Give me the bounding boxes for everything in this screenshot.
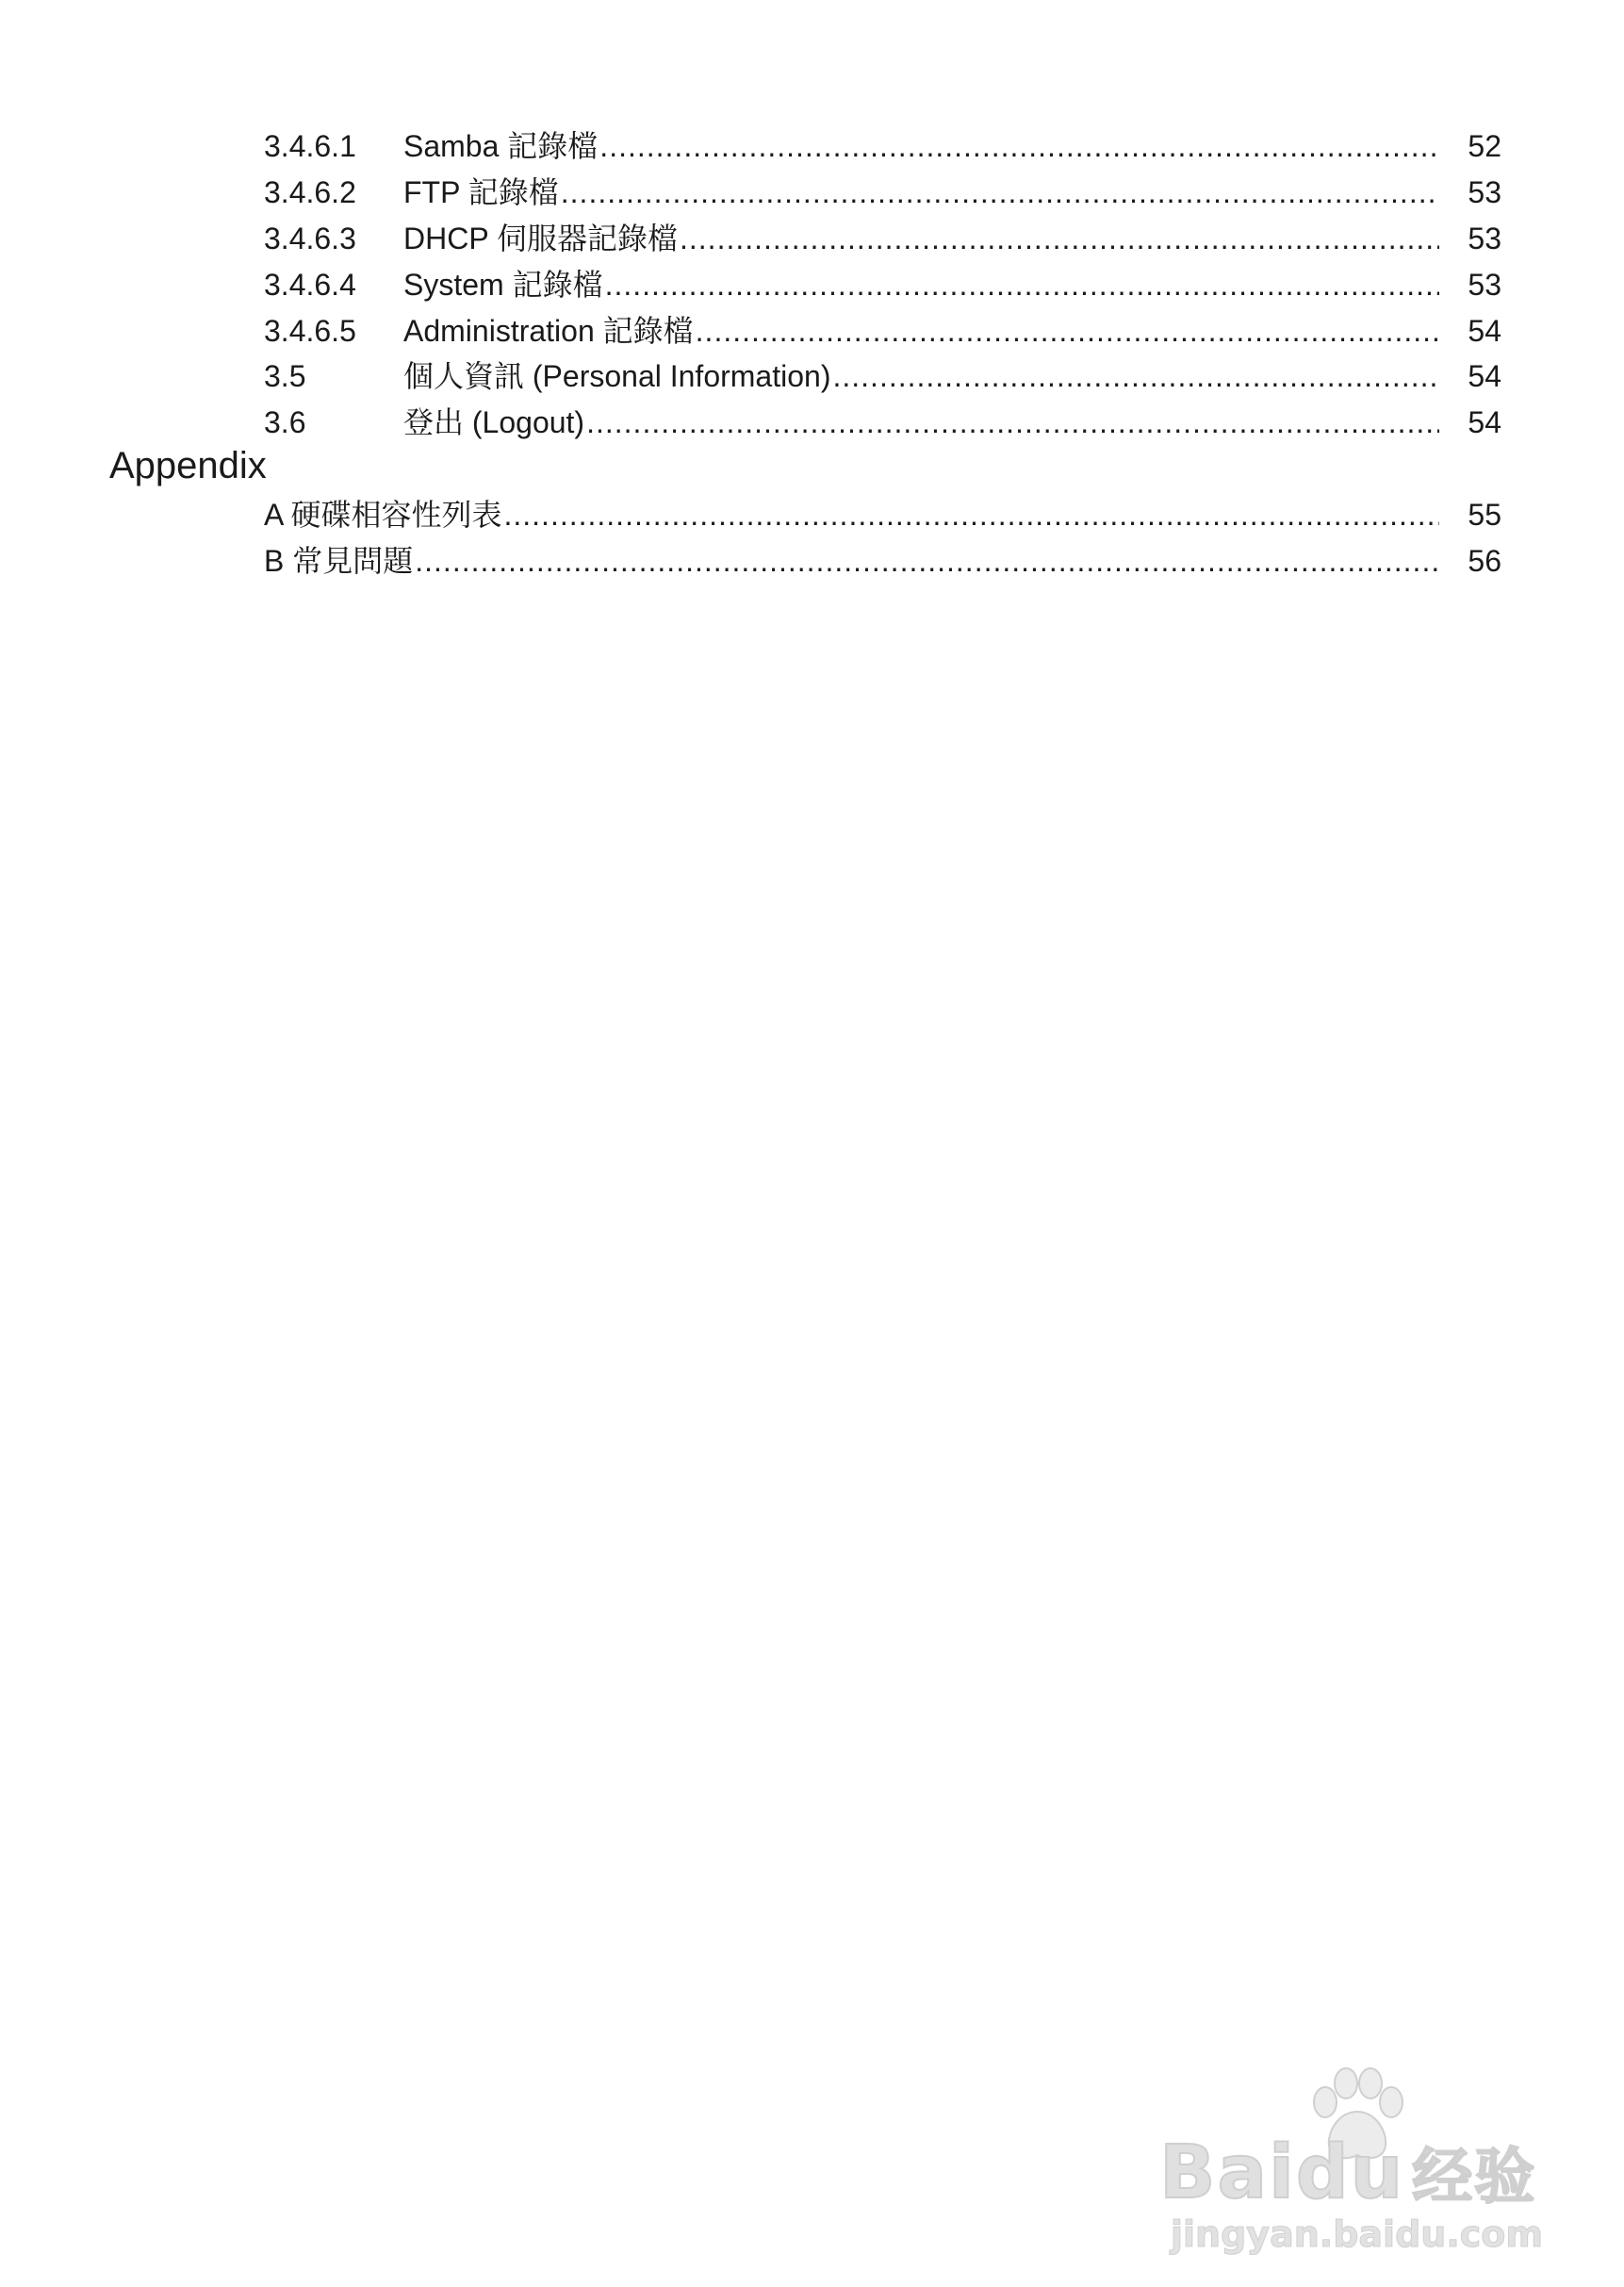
toc-entry[interactable] <box>0 310 1624 352</box>
toc-entry-page: 54 <box>1468 405 1501 439</box>
toc-entry-page: 54 <box>1468 314 1501 348</box>
toc-entry-title: FTP 記錄檔 <box>403 175 559 209</box>
toc-entry[interactable] <box>0 218 1624 259</box>
dot-leader <box>503 494 1439 535</box>
toc-entry-page: 53 <box>1468 222 1501 255</box>
toc-entry-number: 3.6 <box>264 405 306 439</box>
dot-leader <box>832 355 1439 397</box>
appendix-entry[interactable] <box>0 540 1624 582</box>
toc-entry-title: 登出 (Logout) <box>403 405 585 439</box>
toc-entry-title: Administration 記錄檔 <box>403 314 694 348</box>
toc-entry-page: 53 <box>1468 268 1501 302</box>
toc-entry-page: 54 <box>1468 359 1501 393</box>
toc-entry-title: DHCP 伺服器記錄檔 <box>403 222 678 255</box>
toc-entry-number: 3.5 <box>264 359 306 393</box>
toc-entry-page: 53 <box>1468 175 1501 209</box>
toc-entry-title: System 記錄檔 <box>403 268 603 302</box>
watermark-logo-bai: Bai <box>1159 2131 1296 2215</box>
toc-entry-title: Samba 記錄檔 <box>403 129 599 163</box>
toc-entry-page: 52 <box>1468 129 1501 163</box>
baidu-jingyan-watermark <box>1159 2065 1555 2253</box>
appendix-entry-page: 55 <box>1468 498 1501 532</box>
toc-entry-title: 個人資訊 (Personal Information) <box>403 359 831 393</box>
dot-leader <box>561 172 1439 213</box>
dot-leader <box>586 402 1439 443</box>
toc-entry-number: 3.4.6.4 <box>264 268 356 302</box>
dot-leader <box>680 218 1439 259</box>
toc-entry-number: 3.4.6.3 <box>264 222 356 255</box>
toc-entry-number: 3.4.6.1 <box>264 129 356 163</box>
appendix-entry-title: B 常見問題 <box>264 544 414 578</box>
dot-leader <box>605 264 1439 305</box>
toc-entry-number: 3.4.6.5 <box>264 314 356 348</box>
dot-leader <box>696 310 1439 352</box>
toc-entry[interactable] <box>0 172 1624 213</box>
toc-entry[interactable] <box>0 264 1624 305</box>
appendix-entry[interactable] <box>0 494 1624 535</box>
watermark-logo <box>1159 2131 1536 2220</box>
appendix-entry-title: A 硬碟相容性列表 <box>264 498 502 532</box>
toc-entry[interactable] <box>0 125 1624 167</box>
dot-leader <box>415 540 1439 582</box>
toc-entry-number: 3.4.6.2 <box>264 175 356 209</box>
watermark-url: jingyan.baidu.com <box>1171 2213 1543 2255</box>
toc-entry[interactable] <box>0 402 1624 443</box>
dot-leader <box>599 125 1439 167</box>
watermark-logo-cn: 经验 <box>1412 2143 1537 2213</box>
appendix-heading: Appendix <box>109 445 267 486</box>
appendix-entry-page: 56 <box>1468 544 1501 578</box>
watermark-logo-du: du <box>1295 2131 1405 2215</box>
toc-entry[interactable] <box>0 355 1624 397</box>
